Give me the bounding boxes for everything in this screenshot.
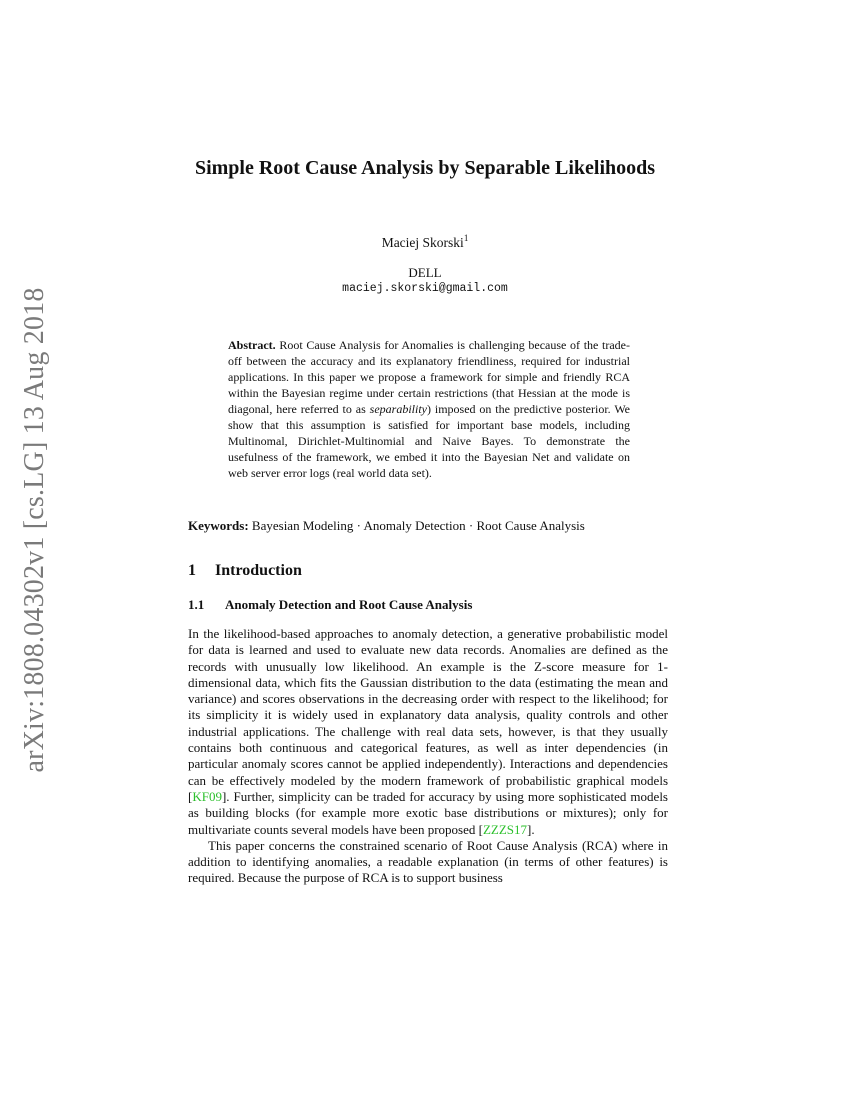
body-text: [188, 626, 668, 887]
paragraph-1-text-2: ]. Further, simplicity can be traded for accuracy by using more sophisticated models as building blocks (for example more exotic base distributions or mixtures); only for multivariate counts several models have been proposed [: [188, 788, 668, 837]
paragraph-2: This paper concerns the constrained scenario of Root Cause Analysis (RCA) where in addition to identifying anomalies, a readable explanation (in terms of other features) is required. Because the purpose of RCA is to support business: [188, 837, 668, 886]
keywords-label: Keywords:: [188, 518, 249, 533]
paragraph-1-text-1: In the likelihood-based approaches to anomaly detection, a generative probabilistic model for data is learned and used to evaluate new data records. Anomalies are defined as the records with unusually low likelihood. An example is the Z-score measure for 1-dimensional data, which fits the Gaussian distribution to the data (estimating the mean and variance) and scores observations in the decreasing order with respect to the likelihood; for its simplicity it is widely used in explanatory data analysis, quality controls and other industrial applications. The challenge with real data sets, however, is that they usually contains both continuous and categorical features, as well as inter dependencies (in particular anomaly scores cannot be applied independently). Interactions and dependencies can be effectively modeled by the modern framework of probabilistic graphical models [: [188, 626, 668, 804]
paragraph-1-text-3: ].: [527, 821, 535, 837]
abstract-emphasis: separability: [369, 402, 427, 416]
section-number: 1: [188, 562, 196, 579]
abstract: [228, 337, 630, 481]
abstract-text-1: Root Cause Analysis for Anomalies is challenging because of the trade-off between the accuracy and its explanatory friendliness, required for industrial applications. In this paper we propose a framework for simple and friendly RCA within the Bayesian regime under certain restrictions (that Hessian at the mode is diagonal, here referred to as: [228, 338, 631, 416]
section-title: Introduction: [215, 562, 302, 579]
abstract-label: Abstract.: [228, 338, 276, 352]
affiliation: DELL: [408, 265, 442, 280]
paragraph-1: [188, 626, 668, 838]
subsection-heading: [188, 597, 472, 613]
paper-title: Simple Root Cause Analysis by Separable Likelihoods: [194, 157, 656, 179]
author-email: maciej.skorski@gmail.com: [342, 282, 508, 295]
author-footnote-mark: 1: [463, 233, 469, 243]
subsection-number: 1.1: [188, 597, 205, 612]
author: [150, 233, 700, 251]
section-heading: [188, 562, 302, 580]
citation-kf09[interactable]: KF09: [192, 788, 222, 804]
abstract-text-2: ) imposed on the predictive posterior. We show that this assumption is satisfied for important base models, including Multinomal, Dirichlet-Multinomial and Naive Bayes. To demonstrate the usefulness of the framework, we embed it into the Bayesian Net and validate on web server error logs (real world data set).: [228, 402, 631, 480]
citation-zzzs17[interactable]: ZZZS17: [482, 821, 527, 837]
arxiv-identifier: arXiv:1808.04302v1 [cs.LG] 13 Aug 2018: [19, 287, 50, 773]
keywords: [188, 518, 668, 534]
author-name: Maciej Skorski: [381, 235, 464, 250]
keywords-text: Bayesian Modeling · Anomaly Detection · Root Cause Analysis: [251, 518, 585, 533]
subsection-title: Anomaly Detection and Root Cause Analysis: [225, 597, 473, 612]
